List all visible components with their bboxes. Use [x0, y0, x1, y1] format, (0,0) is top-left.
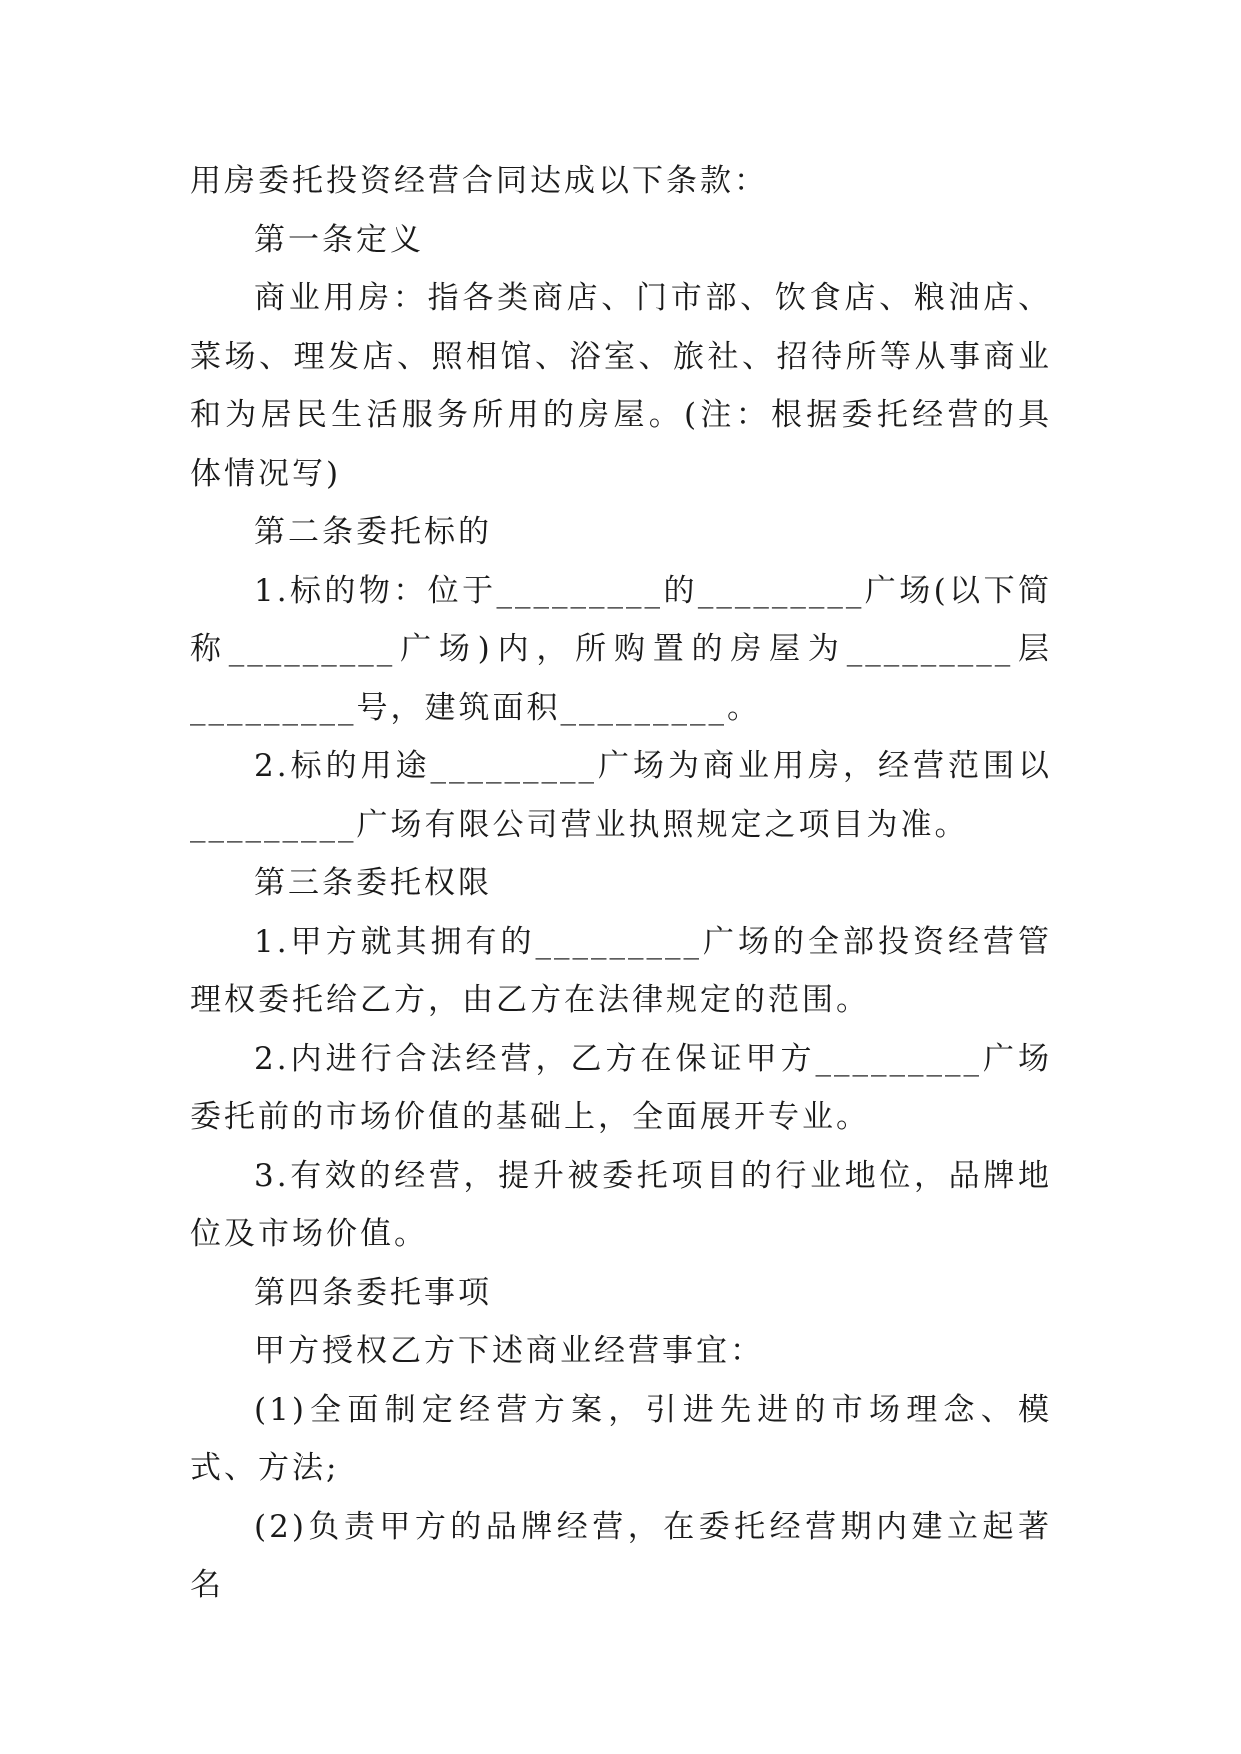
paragraph-intro: 用房委托投资经营合同达成以下条款： [190, 163, 768, 199]
paragraph-matters-intro: 甲方授权乙方下述商业经营事宜： [254, 1333, 764, 1369]
paragraph-subject-use: 2.标的用途_________广场为商业用房，经营范围以_________广场有限公司营业执照规定之项目为准。 [190, 748, 1052, 843]
paragraph-matters-1: (1)全面制定经营方案，引进先进的市场理念、模式、方法; [190, 1391, 1052, 1486]
paragraph-authority-2: 2.内进行合法经营，乙方在保证甲方_________广场委托前的市场价值的基础上，全面展开专业。 [190, 1040, 1052, 1135]
heading-article-2: 第二条委托标的 [254, 514, 492, 550]
document-body [190, 152, 1052, 1615]
heading-article-4: 第四条委托事项 [254, 1274, 492, 1311]
paragraph-authority-3: 3.有效的经营，提升被委托项目的行业地位，品牌地位及市场价值。 [190, 1157, 1052, 1252]
paragraph-matters-2: (2)负责甲方的品牌经营，在委托经营期内建立起著名 [190, 1508, 1052, 1603]
paragraph-authority-1: 1.甲方就其拥有的_________广场的全部投资经营管理权委托给乙方，由乙方在法律规定的范围。 [190, 923, 1052, 1018]
paragraph-subject-matter: 1.标的物：位于_________的_________广场(以下简称_________广场)内，所购置的房屋为_________层_________号，建筑面积_________。 [190, 572, 1052, 726]
heading-article-1: 第一条定义 [254, 221, 424, 258]
heading-article-3: 第三条委托权限 [254, 865, 492, 901]
paragraph-commercial-definition: 商业用房：指各类商店、门市部、饮食店、粮油店、菜场、理发店、照相馆、浴室、旅社、招待所等从事商业和为居民生活服务所用的房屋。(注：根据委托经营的具体情况写) [190, 280, 1052, 492]
